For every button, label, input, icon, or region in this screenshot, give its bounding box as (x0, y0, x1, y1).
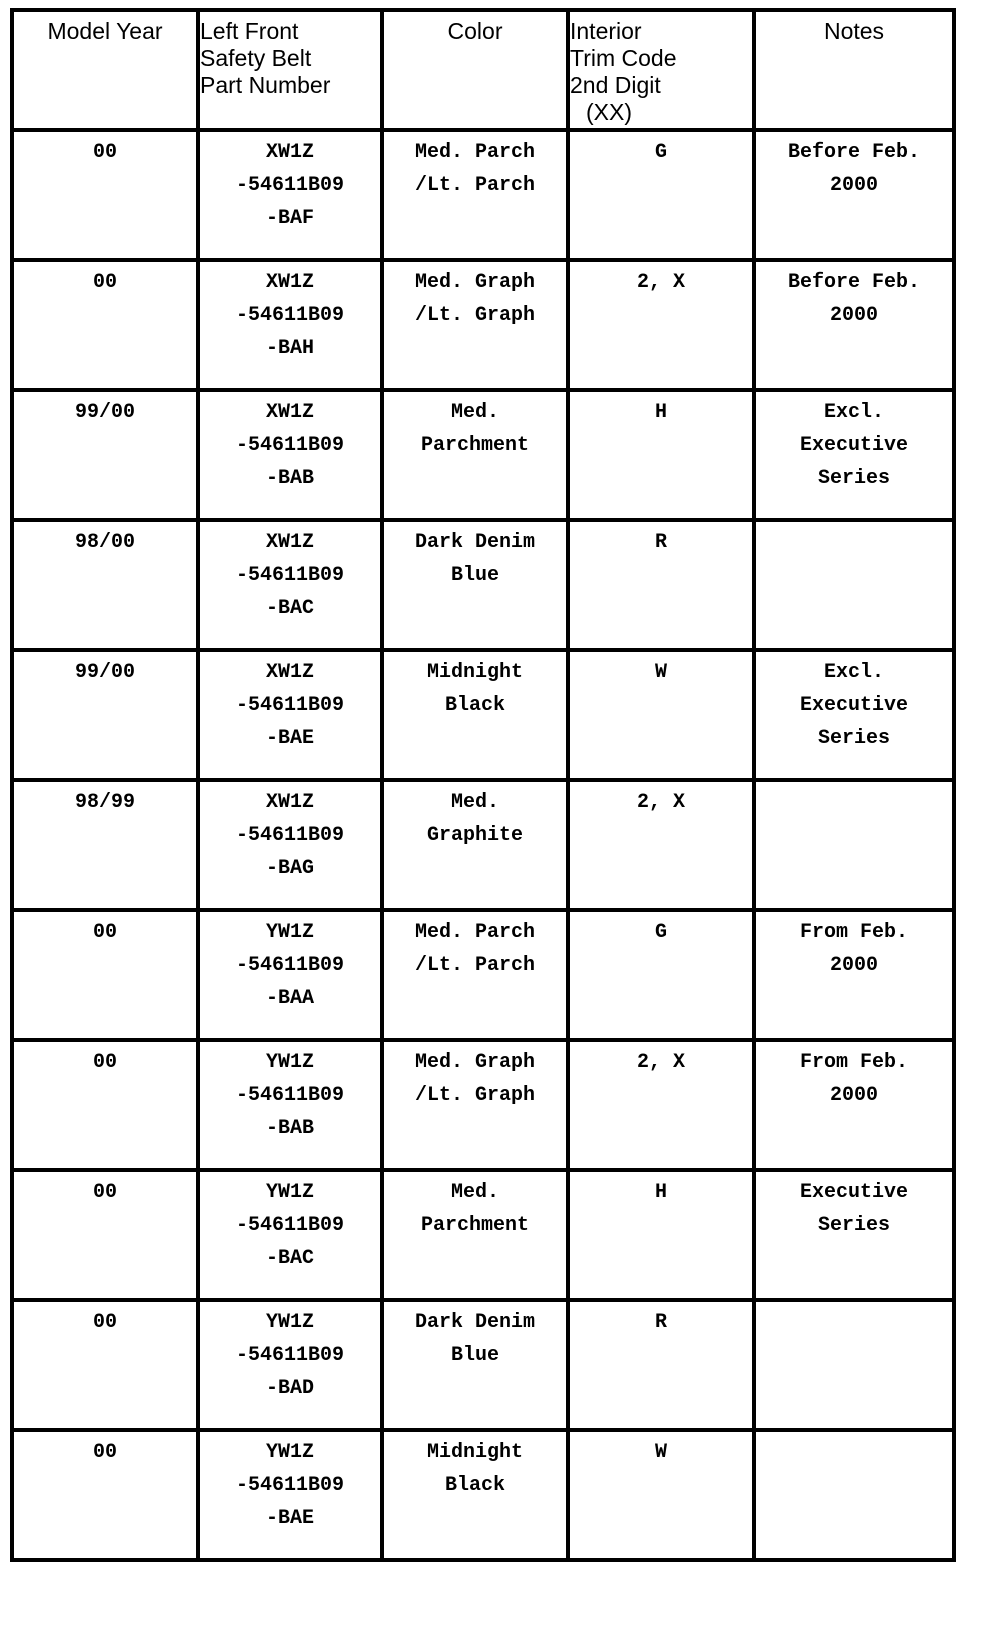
trim-code-cell: 2, X (568, 1040, 754, 1170)
part-number-cell-line: YW1Z (265, 1441, 314, 1464)
model-year-cell: 00 (12, 1040, 198, 1170)
part-number-cell-line: YW1Z (265, 921, 314, 944)
table-row (12, 260, 954, 390)
color-cell-line: Midnight (426, 661, 523, 684)
header-part-number (198, 10, 382, 130)
header-notes: Notes (754, 10, 954, 130)
color-cell (382, 1040, 568, 1170)
part-number-cell-line: YW1Z (265, 1311, 314, 1334)
notes-cell (754, 1300, 954, 1430)
notes-cell (754, 1040, 954, 1170)
color-cell-line: /Lt. Parch (414, 174, 536, 197)
header-trim-code-line: Interior (570, 18, 642, 44)
part-number-cell-line: -54611B09 (235, 174, 345, 197)
part-number-cell-line: -54611B09 (235, 434, 345, 457)
color-cell-line: Parchment (420, 434, 530, 457)
part-number-cell-line: -BAC (265, 597, 314, 620)
notes-cell-line: Before Feb. (787, 271, 921, 294)
trim-code-cell: G (568, 130, 754, 260)
color-cell (382, 910, 568, 1040)
part-number-cell-line: XW1Z (265, 661, 314, 684)
color-cell-line: Black (444, 694, 505, 717)
table-row (12, 1430, 954, 1560)
notes-cell-line: 2000 (829, 954, 878, 977)
table-row (12, 780, 954, 910)
table-row (12, 1300, 954, 1430)
model-year-cell: 99/00 (12, 390, 198, 520)
header-color: Color (382, 10, 568, 130)
notes-cell (754, 390, 954, 520)
header-part-number-line: Left Front (200, 18, 299, 44)
model-year-cell: 00 (12, 910, 198, 1040)
table-row (12, 650, 954, 780)
part-number-cell-line: XW1Z (265, 271, 314, 294)
part-number-cell-line: -BAE (265, 1507, 314, 1530)
part-number-cell-line: XW1Z (265, 531, 314, 554)
notes-cell (754, 650, 954, 780)
color-cell (382, 1430, 568, 1560)
header-trim-code-line: Trim Code (570, 45, 677, 71)
part-number-cell-line: -54611B09 (235, 694, 345, 717)
trim-code-cell: 2, X (568, 260, 754, 390)
part-number-cell-line: XW1Z (265, 141, 314, 164)
part-number-cell-line: -BAG (265, 857, 314, 880)
model-year-cell: 00 (12, 260, 198, 390)
part-number-cell-line: -54611B09 (235, 1214, 345, 1237)
color-cell-line: /Lt. Parch (414, 954, 536, 977)
notes-cell-line: From Feb. (799, 1051, 909, 1074)
table-row (12, 390, 954, 520)
model-year-cell: 00 (12, 1300, 198, 1430)
part-number-cell (198, 780, 382, 910)
color-cell (382, 1300, 568, 1430)
trim-code-cell: W (568, 1430, 754, 1560)
notes-cell-line: Before Feb. (787, 141, 921, 164)
notes-cell (754, 520, 954, 650)
table-row (12, 130, 954, 260)
header-part-number-line: Safety Belt (200, 45, 312, 71)
part-number-cell (198, 650, 382, 780)
notes-cell (754, 1170, 954, 1300)
header-row (12, 10, 954, 130)
color-cell-line: Dark Denim (414, 531, 536, 554)
model-year-cell: 98/00 (12, 520, 198, 650)
part-number-cell-line: -BAB (265, 1117, 314, 1140)
part-number-cell-line: -BAC (265, 1247, 314, 1270)
notes-cell-line: Series (817, 1214, 890, 1237)
part-number-cell-line: -54611B09 (235, 1344, 345, 1367)
part-number-cell-line: -BAH (265, 337, 314, 360)
color-cell-line: Med. Graph (414, 271, 536, 294)
notes-cell-line: Executive (799, 434, 909, 457)
color-cell (382, 520, 568, 650)
part-number-cell-line: -54611B09 (235, 564, 345, 587)
model-year-cell: 98/99 (12, 780, 198, 910)
header-trim-code-line: (XX) (586, 99, 632, 125)
part-number-cell-line: -54611B09 (235, 1084, 345, 1107)
part-number-cell-line: -BAB (265, 467, 314, 490)
color-cell (382, 780, 568, 910)
safety-belt-table (10, 8, 956, 1562)
color-cell-line: Med. (450, 791, 499, 814)
header-trim-code-line: 2nd Digit (570, 72, 661, 98)
part-number-cell (198, 390, 382, 520)
part-number-cell (198, 1300, 382, 1430)
part-number-cell (198, 1170, 382, 1300)
part-number-cell-line: YW1Z (265, 1051, 314, 1074)
trim-code-cell: H (568, 390, 754, 520)
notes-cell (754, 1430, 954, 1560)
notes-cell-line: Executive (799, 694, 909, 717)
part-number-cell-line: -54611B09 (235, 1474, 345, 1497)
trim-code-cell: W (568, 650, 754, 780)
notes-cell (754, 130, 954, 260)
part-number-cell-line: -BAA (265, 987, 314, 1010)
part-number-cell-line: YW1Z (265, 1181, 314, 1204)
color-cell-line: Graphite (426, 824, 523, 847)
part-number-cell (198, 260, 382, 390)
notes-cell-line: Executive (799, 1181, 909, 1204)
part-number-cell-line: -54611B09 (235, 304, 345, 327)
notes-cell-line: Series (817, 467, 890, 490)
notes-cell-line: Excl. (823, 401, 884, 424)
table-row (12, 1170, 954, 1300)
color-cell (382, 390, 568, 520)
header-part-number-line: Part Number (200, 72, 331, 98)
model-year-cell: 00 (12, 1430, 198, 1560)
notes-cell-line: Excl. (823, 661, 884, 684)
notes-cell (754, 910, 954, 1040)
trim-code-cell: R (568, 520, 754, 650)
color-cell-line: Blue (450, 1344, 499, 1367)
color-cell-line: /Lt. Graph (414, 304, 536, 327)
table-row (12, 910, 954, 1040)
color-cell-line: Dark Denim (414, 1311, 536, 1334)
notes-cell-line: 2000 (829, 1084, 878, 1107)
notes-cell (754, 260, 954, 390)
color-cell-line: Blue (450, 564, 499, 587)
part-number-cell (198, 520, 382, 650)
table-row (12, 1040, 954, 1170)
notes-cell-line: 2000 (829, 304, 878, 327)
part-number-cell-line: -BAE (265, 727, 314, 750)
part-number-cell-line: XW1Z (265, 791, 314, 814)
color-cell-line: Med. Parch (414, 921, 536, 944)
header-model-year: Model Year (12, 10, 198, 130)
part-number-cell-line: -BAF (265, 207, 314, 230)
color-cell-line: Med. (450, 401, 499, 424)
notes-cell-line: From Feb. (799, 921, 909, 944)
part-number-cell (198, 910, 382, 1040)
part-number-cell-line: XW1Z (265, 401, 314, 424)
color-cell-line: Med. Parch (414, 141, 536, 164)
color-cell-line: /Lt. Graph (414, 1084, 536, 1107)
notes-cell-line: 2000 (829, 174, 878, 197)
header-trim-code (568, 10, 754, 130)
part-number-cell-line: -54611B09 (235, 824, 345, 847)
color-cell-line: Black (444, 1474, 505, 1497)
part-number-cell-line: -54611B09 (235, 954, 345, 977)
color-cell-line: Parchment (420, 1214, 530, 1237)
table-body (12, 130, 954, 1560)
part-number-cell (198, 130, 382, 260)
model-year-cell: 99/00 (12, 650, 198, 780)
color-cell (382, 650, 568, 780)
part-number-cell (198, 1430, 382, 1560)
color-cell (382, 130, 568, 260)
color-cell-line: Med. Graph (414, 1051, 536, 1074)
color-cell (382, 260, 568, 390)
notes-cell-line: Series (817, 727, 890, 750)
trim-code-cell: R (568, 1300, 754, 1430)
model-year-cell: 00 (12, 130, 198, 260)
color-cell-line: Midnight (426, 1441, 523, 1464)
trim-code-cell: 2, X (568, 780, 754, 910)
trim-code-cell: H (568, 1170, 754, 1300)
part-number-cell (198, 1040, 382, 1170)
part-number-cell-line: -BAD (265, 1377, 314, 1400)
notes-cell (754, 780, 954, 910)
model-year-cell: 00 (12, 1170, 198, 1300)
color-cell-line: Med. (450, 1181, 499, 1204)
color-cell (382, 1170, 568, 1300)
table-row (12, 520, 954, 650)
trim-code-cell: G (568, 910, 754, 1040)
